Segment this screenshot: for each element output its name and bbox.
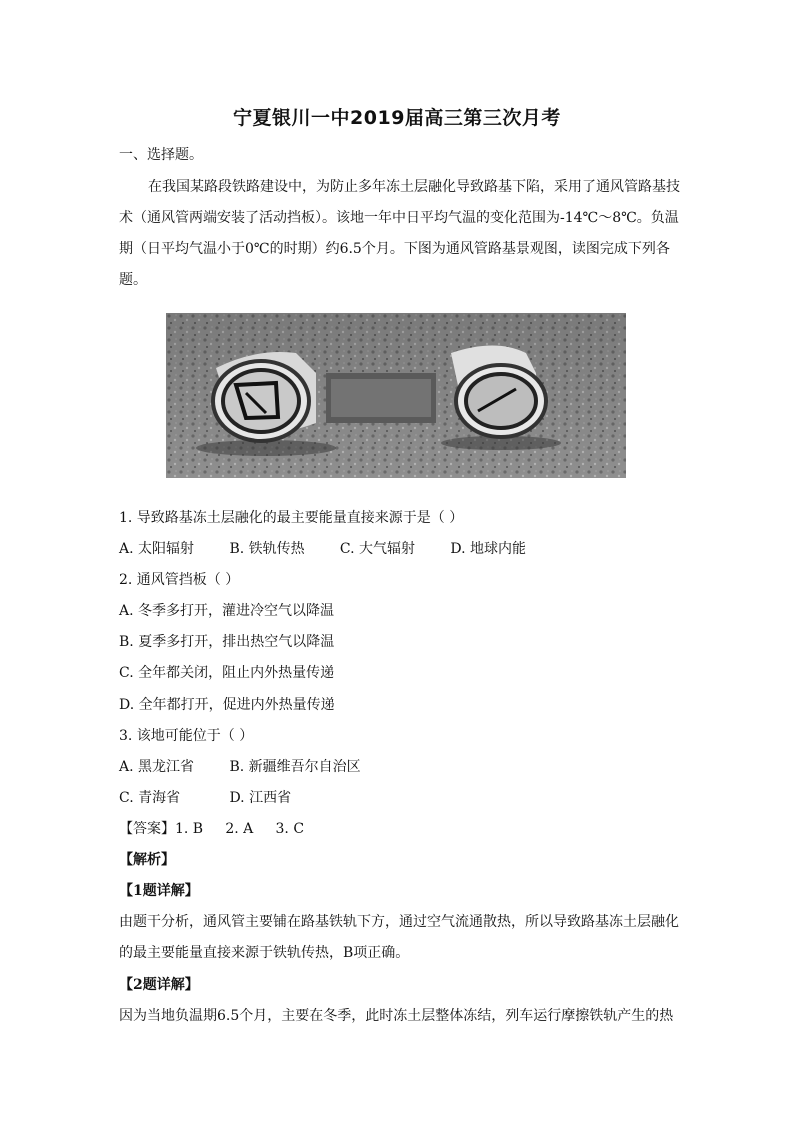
detail-1-line-1: 由题干分析，通风管主要铺在路基铁轨下方，通过空气流通散热，所以导致路基冻土层融化: [119, 914, 679, 930]
intro-line-4: 题。: [119, 272, 147, 288]
q3-option-b: B. 新疆维吾尔自治区: [229, 759, 361, 775]
detail-2-heading: 【2题详解】: [119, 977, 199, 993]
q1-option-b: B. 铁轨传热: [229, 541, 305, 557]
question-3-stem: 3. 该地可能位于（ ）: [119, 728, 254, 744]
intro-line-1: 在我国某路段铁路建设中，为防止多年冻土层融化导致路基下陷，采用了通风管路基技: [148, 179, 680, 195]
q1-option-a: A. 太阳辐射: [119, 541, 195, 557]
q3-option-c: C. 青海省: [119, 790, 181, 806]
detail-2-line-1: 因为当地负温期6.5个月，主要在冬季，此时冻土层整体冻结，列车运行摩擦铁轨产生的热: [119, 1008, 674, 1024]
detail-1-heading: 【1题详解】: [119, 883, 199, 899]
answer-line: 【答案】1. B 2. A 3. C: [119, 821, 305, 837]
detail-1-line-2: 的最主要能量直接来源于铁轨传热，B项正确。: [119, 945, 410, 961]
ventilation-pipe-photo: [166, 313, 626, 478]
q2-option-b: B. 夏季多打开，排出热空气以降温: [119, 634, 335, 650]
q1-option-d: D. 地球内能: [450, 541, 526, 557]
q2-option-c: C. 全年都关闭，阻止内外热量传递: [119, 665, 335, 681]
q1-option-c: C. 大气辐射: [339, 541, 416, 557]
page-title: 宁夏银川一中2019届高三第三次月考: [233, 107, 561, 129]
q3-option-a: A. 黑龙江省: [119, 759, 195, 775]
question-3-options-row1: [119, 757, 679, 777]
intro-line-3: 期（日平均气温小于0℃的时期）约6.5个月。下图为通风管路基景观图，读图完成下列各: [119, 241, 670, 257]
analysis-heading: 【解析】: [119, 852, 175, 868]
q3-option-d: D. 江西省: [229, 790, 292, 806]
q2-option-d: D. 全年都打开，促进内外热量传递: [119, 697, 335, 713]
question-2-stem: 2. 通风管挡板（ ）: [119, 572, 240, 588]
question-1-stem: 1. 导致路基冻土层融化的最主要能量直接来源于是（ ）: [119, 510, 464, 526]
section-heading: 一、选择题。: [119, 147, 203, 163]
q2-option-a: A. 冬季多打开，灌进冷空气以降温: [119, 603, 335, 619]
intro-line-2: 术（通风管两端安装了活动挡板）。该地一年中日平均气温的变化范围为-14℃～8℃。负温: [119, 210, 679, 226]
question-3-options-row2: [119, 788, 679, 808]
question-1-options: [119, 539, 679, 559]
